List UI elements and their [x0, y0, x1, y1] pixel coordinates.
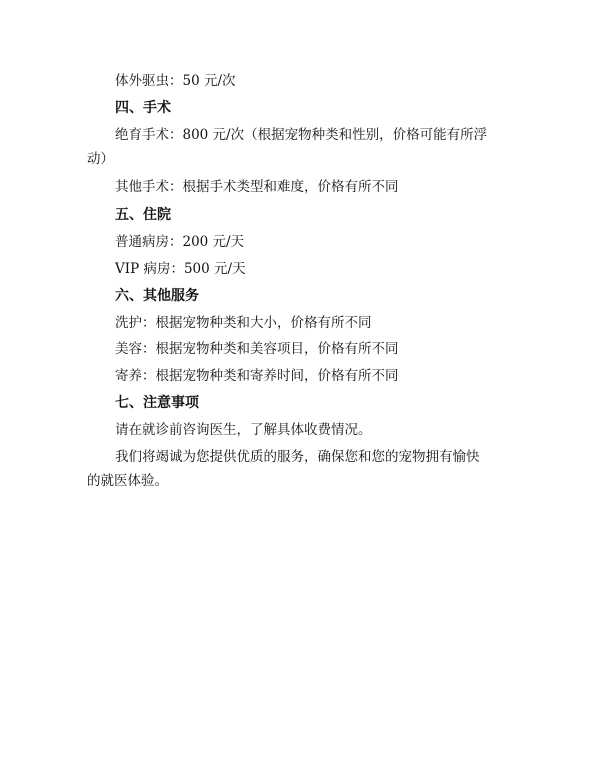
- other-surgery-price: 其他手术：根据手术类型和难度，价格有所不同: [115, 179, 399, 195]
- standard-ward-price: 普通病房：200 元/天: [115, 234, 245, 250]
- vip-ward-price: VIP 病房：500 元/天: [115, 261, 246, 277]
- section-heading-surgery: 四、手术: [115, 100, 171, 116]
- closing-statement: 我们将竭诚为您提供优质的服务，确保您和您的宠物拥有愉快: [115, 449, 480, 465]
- deworming-external-price: 体外驱虫：50 元/次: [115, 73, 236, 89]
- section-heading-other-services: 六、其他服务: [115, 288, 199, 304]
- section-heading-hospitalization: 五、住院: [115, 207, 171, 223]
- boarding-price: 寄养：根据宠物种类和寄养时间，价格有所不同: [115, 368, 399, 384]
- neuter-surgery-price-continued: 动）: [87, 151, 114, 167]
- grooming-wash-price: 洗护：根据宠物种类和大小，价格有所不同: [115, 315, 372, 331]
- section-heading-notes: 七、注意事项: [115, 395, 199, 411]
- beauty-price: 美容：根据宠物种类和美容项目，价格有所不同: [115, 341, 399, 357]
- consult-notice: 请在就诊前咨询医生，了解具体收费情况。: [115, 422, 372, 438]
- closing-statement-continued: 的就医体验。: [87, 473, 168, 489]
- neuter-surgery-price: 绝育手术：800 元/次（根据宠物种类和性别，价格可能有所浮: [115, 127, 488, 143]
